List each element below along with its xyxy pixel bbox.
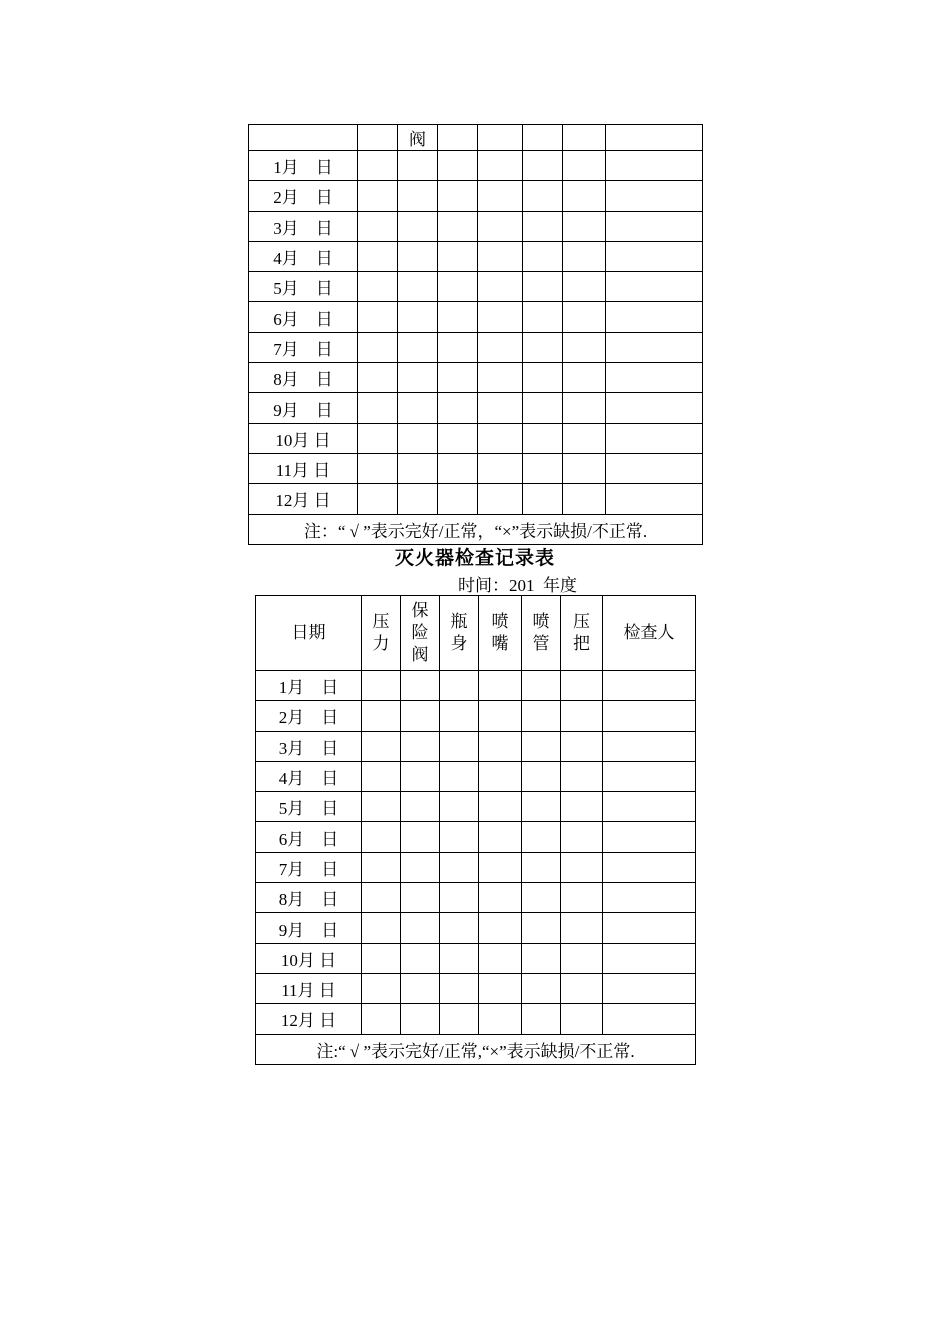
check-cell[interactable] [479, 883, 522, 913]
check-cell[interactable] [440, 852, 479, 882]
top-header-row [249, 125, 703, 151]
check-cell[interactable] [561, 671, 603, 701]
check-cell[interactable] [603, 761, 696, 791]
date-cell: 9月 日 [249, 393, 358, 423]
check-cell[interactable] [563, 241, 606, 271]
check-cell[interactable] [523, 181, 563, 211]
table-row [256, 822, 696, 852]
check-cell[interactable] [523, 302, 563, 332]
form-period: 时间：201 年度 [458, 576, 577, 595]
check-cell[interactable] [522, 792, 561, 822]
bottom-header-cell [401, 596, 440, 671]
check-cell[interactable] [358, 302, 398, 332]
check-cell[interactable] [606, 393, 703, 423]
table-row [256, 701, 696, 731]
check-cell[interactable] [438, 423, 478, 453]
top-header-cell [523, 125, 563, 151]
table-row [249, 151, 703, 181]
check-cell[interactable] [522, 1004, 561, 1034]
check-cell[interactable] [362, 973, 401, 1003]
check-cell[interactable] [358, 181, 398, 211]
check-cell[interactable] [440, 973, 479, 1003]
top-header-cell [438, 125, 478, 151]
check-cell[interactable] [358, 151, 398, 181]
date-cell: 12月 日 [256, 1004, 362, 1034]
inspection-table-bottom [255, 595, 696, 1065]
check-cell[interactable] [522, 973, 561, 1003]
check-cell[interactable] [478, 484, 523, 514]
check-cell[interactable] [440, 731, 479, 761]
check-cell[interactable] [478, 332, 523, 362]
check-cell[interactable] [561, 852, 603, 882]
date-cell: 2月 日 [256, 701, 362, 731]
check-cell[interactable] [606, 241, 703, 271]
check-cell[interactable] [362, 883, 401, 913]
table-row [249, 484, 703, 514]
check-cell[interactable] [401, 973, 440, 1003]
check-cell[interactable] [358, 484, 398, 514]
check-cell[interactable] [523, 241, 563, 271]
check-cell[interactable] [478, 393, 523, 423]
check-cell[interactable] [606, 363, 703, 393]
check-cell[interactable] [563, 363, 606, 393]
check-cell[interactable] [398, 423, 438, 453]
top-header-cell: 阀 [398, 125, 438, 151]
date-cell: 6月 日 [256, 822, 362, 852]
check-cell[interactable] [398, 332, 438, 362]
check-cell[interactable] [603, 913, 696, 943]
check-cell[interactable] [358, 272, 398, 302]
check-cell[interactable] [523, 211, 563, 241]
check-cell[interactable] [606, 453, 703, 483]
legend-note: 注:“ √ ”表示完好/正常,“×”表示缺损/不正常. [256, 1034, 696, 1064]
check-cell[interactable] [523, 363, 563, 393]
top-note-row [249, 514, 703, 544]
check-cell[interactable] [478, 241, 523, 271]
table-row [256, 792, 696, 822]
date-cell: 8月 日 [249, 363, 358, 393]
check-cell[interactable] [362, 1004, 401, 1034]
bottom-header-cell [479, 596, 522, 671]
check-cell[interactable] [362, 852, 401, 882]
table-row [256, 973, 696, 1003]
table-row [249, 393, 703, 423]
check-cell[interactable] [522, 913, 561, 943]
date-cell: 5月 日 [256, 792, 362, 822]
check-cell[interactable] [398, 484, 438, 514]
bottom-header-cell [362, 596, 401, 671]
check-cell[interactable] [563, 302, 606, 332]
form-title: 灭火器检查记录表 [394, 547, 555, 569]
check-cell[interactable] [478, 151, 523, 181]
check-cell[interactable] [398, 453, 438, 483]
date-cell: 4月 日 [249, 241, 358, 271]
check-cell[interactable] [603, 1004, 696, 1034]
check-cell[interactable] [606, 272, 703, 302]
bottom-header-label: 压把 [573, 612, 590, 653]
check-cell[interactable] [603, 973, 696, 1003]
check-cell[interactable] [561, 1004, 603, 1034]
check-cell[interactable] [438, 484, 478, 514]
check-cell[interactable] [438, 151, 478, 181]
check-cell[interactable] [398, 151, 438, 181]
table-row [256, 913, 696, 943]
check-cell[interactable] [563, 484, 606, 514]
check-cell[interactable] [479, 761, 522, 791]
check-cell[interactable] [440, 913, 479, 943]
bottom-header-label: 喷嘴 [491, 612, 509, 653]
check-cell[interactable] [438, 453, 478, 483]
check-cell[interactable] [563, 332, 606, 362]
table-row [249, 363, 703, 393]
check-cell[interactable] [358, 393, 398, 423]
check-cell[interactable] [561, 731, 603, 761]
check-cell[interactable] [401, 731, 440, 761]
top-header-cell [563, 125, 606, 151]
check-cell[interactable] [603, 852, 696, 882]
inspection-table-top [248, 124, 703, 545]
check-cell[interactable] [522, 731, 561, 761]
check-cell[interactable] [563, 181, 606, 211]
check-cell[interactable] [358, 363, 398, 393]
bottom-header-label: 保险阀 [411, 601, 429, 664]
check-cell[interactable] [479, 731, 522, 761]
check-cell[interactable] [362, 913, 401, 943]
check-cell[interactable] [401, 701, 440, 731]
check-cell[interactable] [362, 671, 401, 701]
check-cell[interactable] [401, 943, 440, 973]
check-cell[interactable] [606, 181, 703, 211]
check-cell[interactable] [398, 211, 438, 241]
check-cell[interactable] [561, 701, 603, 731]
check-cell[interactable] [603, 792, 696, 822]
check-cell[interactable] [563, 211, 606, 241]
check-cell[interactable] [563, 453, 606, 483]
check-cell[interactable] [362, 943, 401, 973]
check-cell[interactable] [478, 302, 523, 332]
check-cell[interactable] [478, 453, 523, 483]
check-cell[interactable] [401, 671, 440, 701]
check-cell[interactable] [523, 272, 563, 302]
table-row [256, 671, 696, 701]
table-row [249, 453, 703, 483]
date-cell: 5月 日 [249, 272, 358, 302]
check-cell[interactable] [606, 484, 703, 514]
check-cell[interactable] [603, 701, 696, 731]
check-cell[interactable] [440, 822, 479, 852]
check-cell[interactable] [440, 761, 479, 791]
check-cell[interactable] [440, 1004, 479, 1034]
check-cell[interactable] [606, 211, 703, 241]
bottom-header-cell: 检查人 [603, 596, 696, 671]
check-cell[interactable] [398, 181, 438, 211]
date-cell: 3月 日 [256, 731, 362, 761]
check-cell[interactable] [606, 332, 703, 362]
check-cell[interactable] [478, 211, 523, 241]
check-cell[interactable] [561, 913, 603, 943]
check-cell[interactable] [401, 852, 440, 882]
top-header-cell [249, 125, 358, 151]
table-row [249, 211, 703, 241]
date-cell: 1月 日 [249, 151, 358, 181]
bottom-header-label: 喷管 [532, 612, 550, 653]
date-cell: 6月 日 [249, 302, 358, 332]
date-cell: 7月 日 [249, 332, 358, 362]
check-cell[interactable] [523, 484, 563, 514]
date-cell: 7月 日 [256, 852, 362, 882]
bottom-header-label: 瓶身 [450, 612, 468, 653]
check-cell[interactable] [523, 332, 563, 362]
check-cell[interactable] [398, 302, 438, 332]
check-cell[interactable] [440, 883, 479, 913]
check-cell[interactable] [362, 761, 401, 791]
check-cell[interactable] [479, 822, 522, 852]
bottom-header-label: 压力 [372, 612, 390, 653]
check-cell[interactable] [401, 792, 440, 822]
check-cell[interactable] [479, 701, 522, 731]
top-header-cell [606, 125, 703, 151]
check-cell[interactable] [398, 272, 438, 302]
check-cell[interactable] [561, 822, 603, 852]
table-row [249, 423, 703, 453]
check-cell[interactable] [479, 1004, 522, 1034]
check-cell[interactable] [401, 913, 440, 943]
table-row [256, 852, 696, 882]
table-row [256, 761, 696, 791]
check-cell[interactable] [563, 151, 606, 181]
check-cell[interactable] [606, 423, 703, 453]
date-cell: 4月 日 [256, 761, 362, 791]
check-cell[interactable] [479, 792, 522, 822]
bottom-header-cell [440, 596, 479, 671]
check-cell[interactable] [398, 241, 438, 271]
check-cell[interactable] [440, 943, 479, 973]
check-cell[interactable] [563, 423, 606, 453]
check-cell[interactable] [358, 332, 398, 362]
check-cell[interactable] [478, 423, 523, 453]
check-cell[interactable] [561, 883, 603, 913]
check-cell[interactable] [438, 302, 478, 332]
check-cell[interactable] [522, 761, 561, 791]
date-cell: 3月 日 [249, 211, 358, 241]
check-cell[interactable] [522, 943, 561, 973]
check-cell[interactable] [362, 792, 401, 822]
check-cell[interactable] [523, 151, 563, 181]
check-cell[interactable] [398, 393, 438, 423]
check-cell[interactable] [438, 393, 478, 423]
check-cell[interactable] [479, 913, 522, 943]
check-cell[interactable] [479, 852, 522, 882]
check-cell[interactable] [438, 272, 478, 302]
check-cell[interactable] [606, 302, 703, 332]
bottom-header-cell: 日期 [256, 596, 362, 671]
check-cell[interactable] [563, 272, 606, 302]
date-cell: 10月 日 [249, 423, 358, 453]
check-cell[interactable] [440, 792, 479, 822]
check-cell[interactable] [358, 423, 398, 453]
check-cell[interactable] [522, 822, 561, 852]
check-cell[interactable] [401, 1004, 440, 1034]
check-cell[interactable] [401, 761, 440, 791]
check-cell[interactable] [561, 943, 603, 973]
bottom-header-cell [522, 596, 561, 671]
table-row [249, 272, 703, 302]
check-cell[interactable] [438, 211, 478, 241]
check-cell[interactable] [438, 181, 478, 211]
check-cell[interactable] [401, 883, 440, 913]
date-cell: 9月 日 [256, 913, 362, 943]
bottom-header-cell [561, 596, 603, 671]
check-cell[interactable] [603, 943, 696, 973]
check-cell[interactable] [401, 822, 440, 852]
check-cell[interactable] [563, 393, 606, 423]
check-cell[interactable] [478, 363, 523, 393]
table-row [249, 332, 703, 362]
check-cell[interactable] [523, 393, 563, 423]
check-cell[interactable] [523, 453, 563, 483]
check-cell[interactable] [603, 883, 696, 913]
check-cell[interactable] [362, 731, 401, 761]
check-cell[interactable] [362, 822, 401, 852]
check-cell[interactable] [479, 671, 522, 701]
table-row [256, 883, 696, 913]
check-cell[interactable] [398, 363, 438, 393]
check-cell[interactable] [478, 272, 523, 302]
check-cell[interactable] [438, 332, 478, 362]
table-row [256, 943, 696, 973]
check-cell[interactable] [478, 181, 523, 211]
legend-note: 注：“ √ ”表示完好/正常，“×”表示缺损/不正常. [249, 514, 703, 544]
table-row [249, 302, 703, 332]
date-cell: 1月 日 [256, 671, 362, 701]
check-cell[interactable] [522, 852, 561, 882]
check-cell[interactable] [523, 423, 563, 453]
check-cell[interactable] [440, 701, 479, 731]
check-cell[interactable] [522, 671, 561, 701]
check-cell[interactable] [561, 792, 603, 822]
bottom-note-row [256, 1034, 696, 1064]
check-cell[interactable] [358, 211, 398, 241]
check-cell[interactable] [479, 973, 522, 1003]
date-cell: 12月 日 [249, 484, 358, 514]
check-cell[interactable] [603, 671, 696, 701]
check-cell[interactable] [561, 973, 603, 1003]
check-cell[interactable] [479, 943, 522, 973]
top-header-cell [358, 125, 398, 151]
date-cell: 11月 日 [256, 973, 362, 1003]
check-cell[interactable] [603, 822, 696, 852]
bottom-header-row [256, 596, 696, 671]
check-cell[interactable] [358, 241, 398, 271]
date-cell: 2月 日 [249, 181, 358, 211]
check-cell[interactable] [603, 731, 696, 761]
date-cell: 11月 日 [249, 453, 358, 483]
top-header-cell [478, 125, 523, 151]
table-row [256, 731, 696, 761]
check-cell[interactable] [440, 671, 479, 701]
check-cell[interactable] [438, 363, 478, 393]
check-cell[interactable] [606, 151, 703, 181]
date-cell: 8月 日 [256, 883, 362, 913]
table-row [256, 1004, 696, 1034]
check-cell[interactable] [561, 761, 603, 791]
check-cell[interactable] [522, 701, 561, 731]
check-cell[interactable] [438, 241, 478, 271]
check-cell[interactable] [358, 453, 398, 483]
table-row [249, 241, 703, 271]
table-row [249, 181, 703, 211]
check-cell[interactable] [522, 883, 561, 913]
date-cell: 10月 日 [256, 943, 362, 973]
check-cell[interactable] [362, 701, 401, 731]
